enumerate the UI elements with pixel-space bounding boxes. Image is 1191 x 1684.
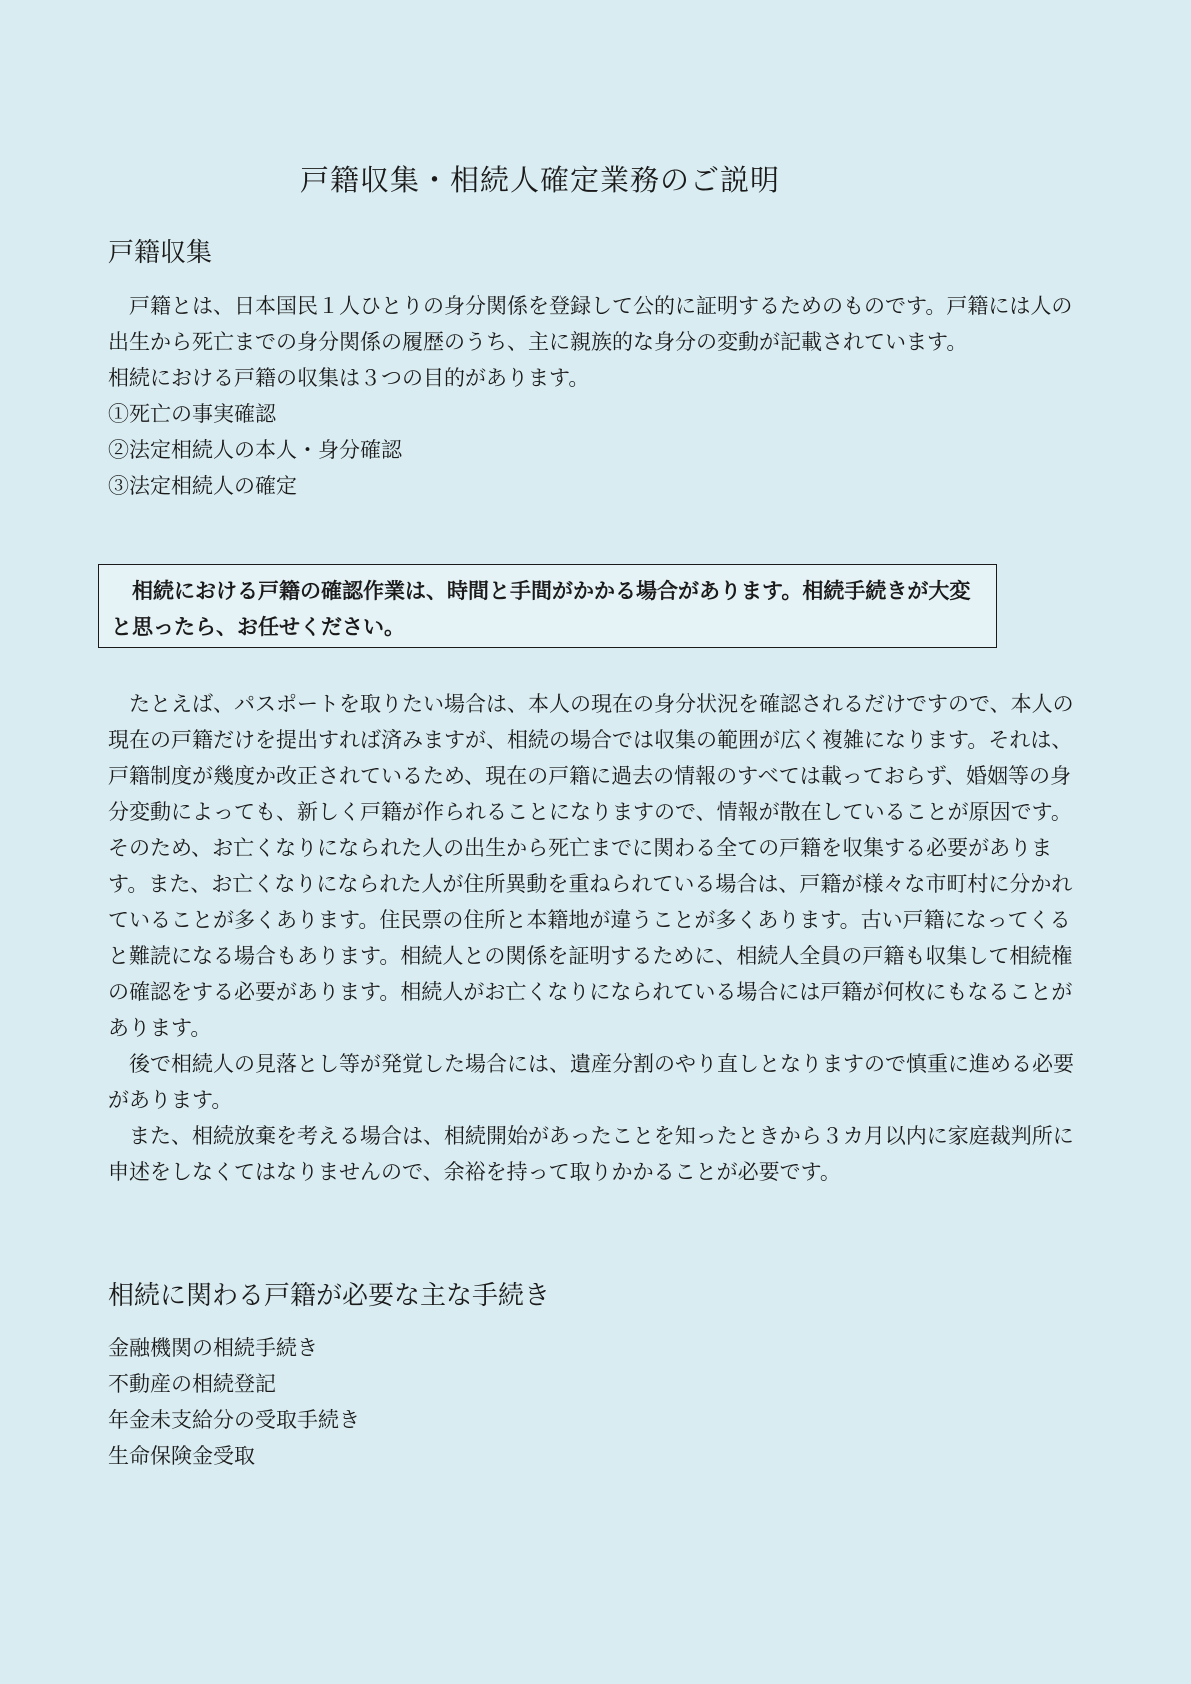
page-title: 戸籍収集・相続人確定業務のご説明 <box>300 163 781 197</box>
list-item: 不動産の相続登記 <box>108 1372 276 1396</box>
notice-text: 相続における戸籍の確認作業は、時間と手間がかかる場合があります。相続手続きが大変と思ったら、お任せください。 <box>111 579 971 639</box>
list-item: 年金未支給分の受取手続き <box>108 1408 360 1432</box>
purpose-lead: 相続における戸籍の収集は３つの目的があります。 <box>108 366 590 390</box>
explanation-section <box>108 686 1088 1190</box>
procedure-list <box>108 1330 1088 1474</box>
explanation-paragraph-3: また、相続放棄を考える場合は、相続開始があったことを知ったときから３カ月以内に家庭裁判所に申述をしなくてはなりませんので、余裕を持って取りかかることが必要です。 <box>108 1124 1074 1184</box>
section-heading-procedures: 相続に関わる戸籍が必要な主な手続き <box>108 1281 551 1311</box>
section-heading-koseki: 戸籍収集 <box>108 238 213 268</box>
purpose-list <box>108 396 1088 504</box>
list-item: 金融機関の相続手続き <box>108 1336 318 1360</box>
explanation-paragraph-2: 後で相続人の見落とし等が発覚した場合には、遺産分割のやり直しとなりますので慎重に進める必要があります。 <box>108 1052 1074 1112</box>
list-item: ②法定相続人の本人・身分確認 <box>108 438 402 462</box>
list-item: 生命保険金受取 <box>108 1444 255 1468</box>
list-item: ①死亡の事実確認 <box>108 402 276 426</box>
explanation-paragraph-1: たとえば、パスポートを取りたい場合は、本人の現在の身分状況を確認されるだけですので、本人の現在の戸籍だけを提出すれば済みますが、相続の場合では収集の範囲が広く複雑になります。それは、戸籍制度が幾度か改正されているため、現在の戸籍に過去の情報のすべては載っておらず、婚姻等の身分変動によっても、新しく戸籍が作られることになりますので、情報が散在していることが原因です。そのため、お亡くなりになられた人の出生から死亡までに関わる全ての戸籍を収集する必要があります。また、お亡くなりになられた人が住所異動を重ねられている場合は、戸籍が様々な市町村に分かれていることが多くあります。住民票の住所と本籍地が違うことが多くあります。古い戸籍になってくると難読になる場合もあります。相続人との関係を証明するために、相続人全員の戸籍も収集して相続権の確認をする必要があります。相続人がお亡くなりになられている場合には戸籍が何枚にもなることがあります。 <box>108 692 1074 1040</box>
notice-box <box>98 564 997 648</box>
list-item: ③法定相続人の確定 <box>108 474 297 498</box>
procedures-section <box>108 1330 1088 1474</box>
intro-paragraph: 戸籍とは、日本国民１人ひとりの身分関係を登録して公的に証明するためのものです。戸籍には人の出生から死亡までの身分関係の履歴のうち、主に親族的な身分の変動が記載されています。 <box>108 294 1073 354</box>
intro-section <box>108 288 1088 504</box>
